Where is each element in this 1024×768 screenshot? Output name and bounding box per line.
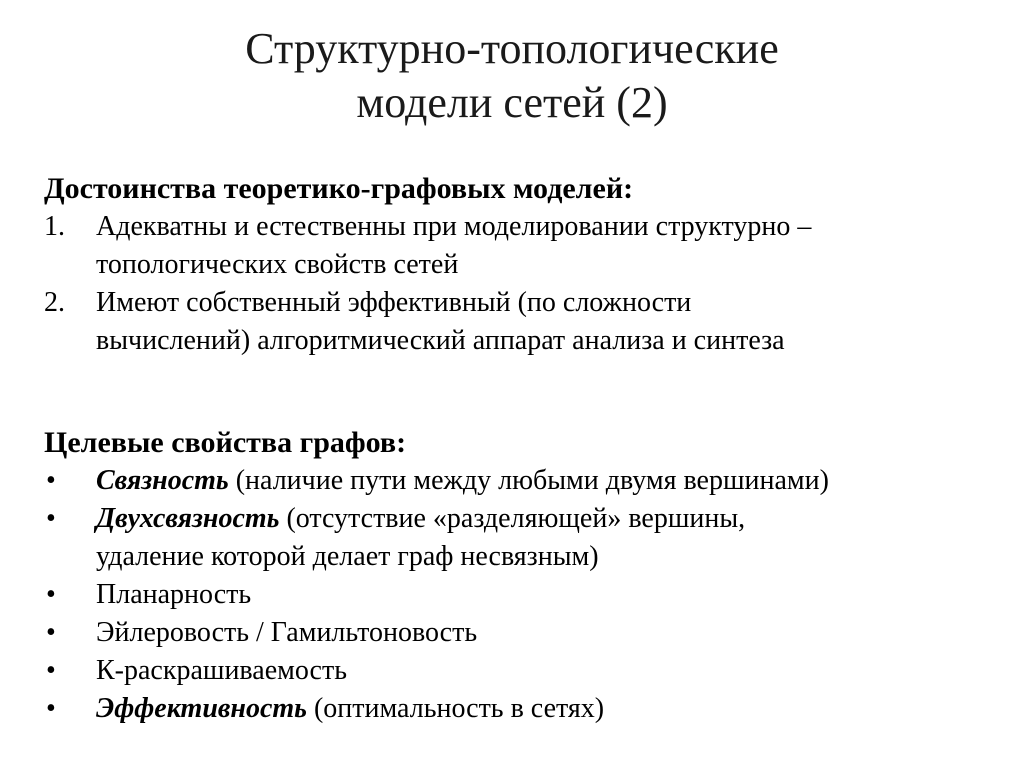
property-term: Связность (96, 465, 229, 496)
list-item-text: Имеют собственный эффективный (по сложности (96, 287, 692, 318)
list-item (44, 284, 1004, 360)
bullet-icon: • (46, 655, 56, 686)
bullet-icon: • (46, 579, 56, 610)
list-item (44, 652, 1004, 690)
list-item-text: Адекватны и естественны при моделировании структурно – (96, 211, 812, 242)
property-text: К-раскрашиваемость (96, 655, 347, 686)
advantages-list (44, 208, 1004, 360)
bullet-icon: • (46, 465, 56, 496)
bullet-icon: • (46, 693, 56, 724)
list-item (44, 500, 1004, 576)
list-item (44, 614, 1004, 652)
property-term: Эффективность (96, 693, 307, 724)
property-text: (отсутствие «разделяющей» вершины, (279, 503, 746, 534)
bullet-icon: • (46, 617, 56, 648)
properties-heading: Целевые свойства графов: (44, 426, 407, 459)
property-text-continued: удаление которой делает граф несвязным) (96, 541, 599, 572)
properties-list (44, 462, 1004, 728)
property-text: Планарность (96, 579, 252, 610)
properties-section (44, 424, 1004, 728)
list-item (44, 208, 1004, 284)
bullet-icon: • (46, 503, 56, 534)
advantages-heading: Достоинства теоретико-графовых моделей: (44, 172, 634, 205)
property-text: Эйлеровость / Гамильтоновость (96, 617, 478, 648)
property-text: (наличие пути между любыми двумя вершинами) (228, 465, 829, 496)
list-item (44, 690, 1004, 728)
list-item-text-continued: вычислений) алгоритмический аппарат анализа и синтеза (96, 325, 785, 356)
list-number: 2. (44, 287, 65, 318)
list-item (44, 576, 1004, 614)
list-item-text-continued: топологических свойств сетей (96, 249, 459, 280)
title-line-2: модели сетей (2) (356, 78, 668, 127)
slide-title (0, 22, 1024, 130)
property-term: Двухсвязность (96, 503, 280, 534)
title-line-1: Структурно-топологические (245, 24, 779, 73)
list-item (44, 462, 1004, 500)
list-number: 1. (44, 211, 65, 242)
property-text: (оптимальность в сетях) (306, 693, 605, 724)
advantages-section (44, 170, 1004, 360)
